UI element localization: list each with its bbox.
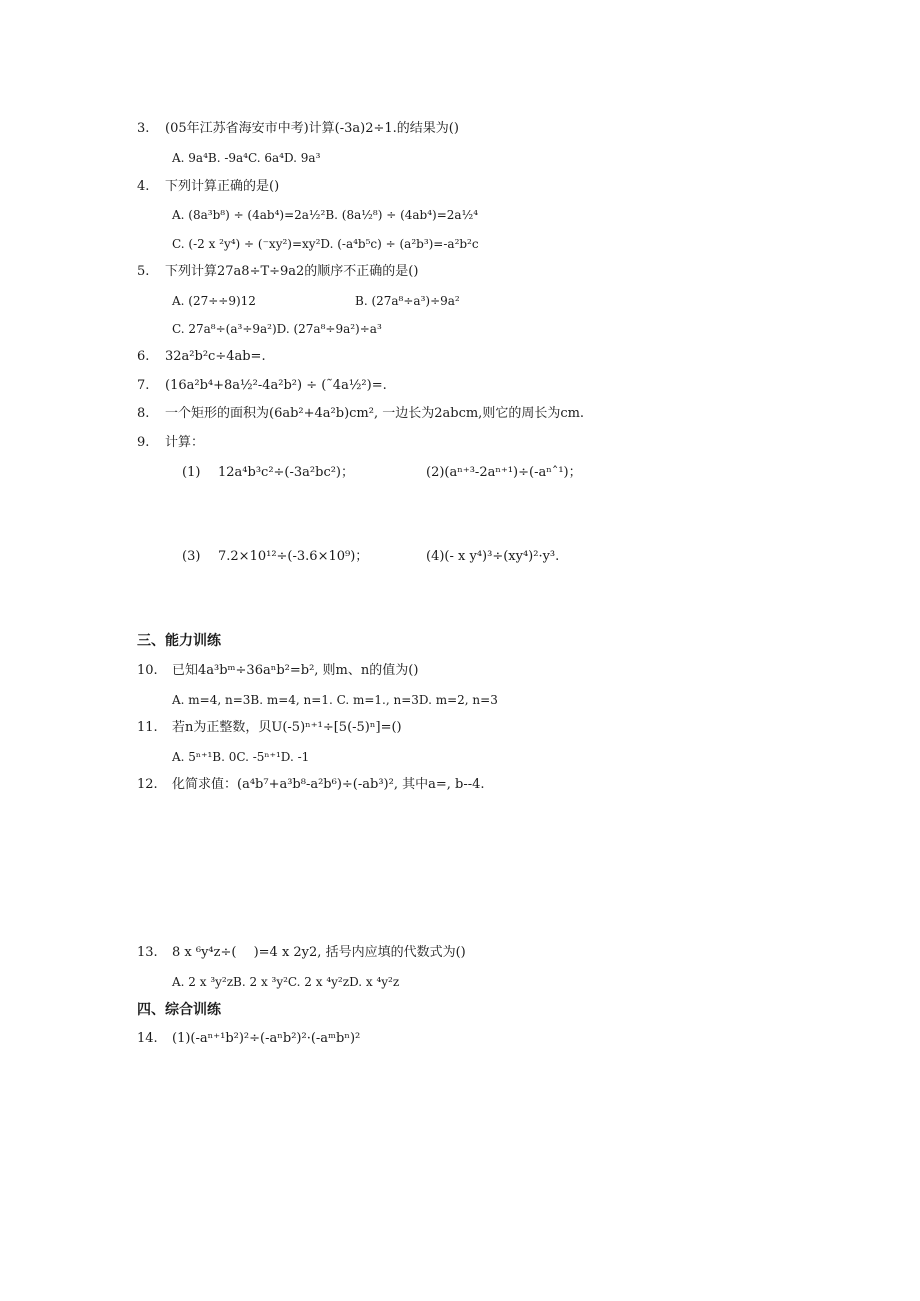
subquestion-label: (1) xyxy=(182,465,201,480)
question-number: 4. xyxy=(137,179,150,194)
question-number: 10. xyxy=(137,663,158,678)
question-option-b: B. (27a⁸÷a³)÷9a² xyxy=(355,294,460,308)
subquestion-expression: 7.2×10¹²÷(-3.6×10⁹)； xyxy=(218,549,369,564)
question-number: 6. xyxy=(137,349,150,364)
section-heading: 四、综合训练 xyxy=(137,1002,221,1018)
question-stem: 若n为正整数，贝U(-5)ⁿ⁺¹÷[5(-5)ⁿ]=() xyxy=(172,720,402,735)
question-options: A. 2 x ³y²zB. 2 x ³y²C. 2 x ⁴y²zD. x ⁴y²z xyxy=(172,975,400,989)
question-number: 14. xyxy=(137,1031,158,1046)
question-stem: 32a²b²c÷4ab=. xyxy=(165,349,266,364)
question-options: C. (-2 x ²y⁴) ÷ (⁻xy²)=xy²D. (-a⁴b⁵c) ÷ (a²b³)=-a²b²c xyxy=(172,237,479,251)
question-stem: (1)(-aⁿ⁺¹b²)²÷(-aⁿb²)²·(-aᵐbⁿ)² xyxy=(172,1031,361,1046)
question-stem: (05年江苏省海安市中考)计算(-3a)2÷1.的结果为() xyxy=(165,121,459,136)
question-stem: 化简求值：(a⁴b⁷+a³b⁸-a²b⁶)÷(-ab³)², 其中a=, b--4. xyxy=(172,777,485,792)
subquestion-expression: (4)(- x y⁴)³÷(xy⁴)²·y³. xyxy=(426,549,560,564)
question-number: 3. xyxy=(137,121,150,136)
subquestion-expression: (2)(aⁿ⁺³-2aⁿ⁺¹)÷(-aⁿˆ¹)； xyxy=(426,465,582,480)
question-number: 12. xyxy=(137,777,158,792)
question-option-a: A. (27÷÷9)12 xyxy=(172,294,256,308)
question-number: 13. xyxy=(137,945,158,960)
question-stem: 8 x ⁶y⁴z÷( )=4 x 2y2, 括号内应填的代数式为() xyxy=(172,945,466,960)
question-stem: 下列计算27a8÷T÷9a2的顺序不正确的是() xyxy=(165,264,419,279)
question-number: 9. xyxy=(137,435,150,450)
question-stem: 一个矩形的面积为(6ab²+4a²b)cm², 一边长为2abcm,则它的周长为cm. xyxy=(165,406,585,421)
question-options: C. 27a⁸÷(a³÷9a²)D. (27a⁸÷9a²)÷a³ xyxy=(172,322,382,336)
question-number: 11. xyxy=(137,720,158,735)
question-options: A. (8a³b⁸) ÷ (4ab⁴)=2a½²B. (8a½⁸) ÷ (4ab⁴)=2a½⁴ xyxy=(172,208,479,222)
section-heading: 三、能力训练 xyxy=(137,633,221,649)
question-number: 5. xyxy=(137,264,150,279)
question-number: 8. xyxy=(137,406,150,421)
subquestion-label: (3) xyxy=(182,549,201,564)
question-stem: (16a²b⁴+8a½²-4a²b²) ÷ (˜4a½²)=. xyxy=(165,378,387,393)
question-options: A. 5ⁿ⁺¹B. 0C. -5ⁿ⁺¹D. -1 xyxy=(172,750,310,764)
question-stem: 下列计算正确的是() xyxy=(165,179,280,194)
subquestion-expression: 12a⁴b³c²÷(-3a²bc²)； xyxy=(218,465,355,480)
question-number: 7. xyxy=(137,378,150,393)
question-stem: 已知4a³bᵐ÷36aⁿb²=b², 则m、n的值为() xyxy=(172,663,419,678)
question-options: A. 9a⁴B. -9a⁴C. 6a⁴D. 9a³ xyxy=(172,151,321,165)
question-options: A. m=4, n=3B. m=4, n=1. C. m=1., n=3D. m=2, n=3 xyxy=(172,693,498,707)
question-stem: 计算： xyxy=(165,435,205,450)
